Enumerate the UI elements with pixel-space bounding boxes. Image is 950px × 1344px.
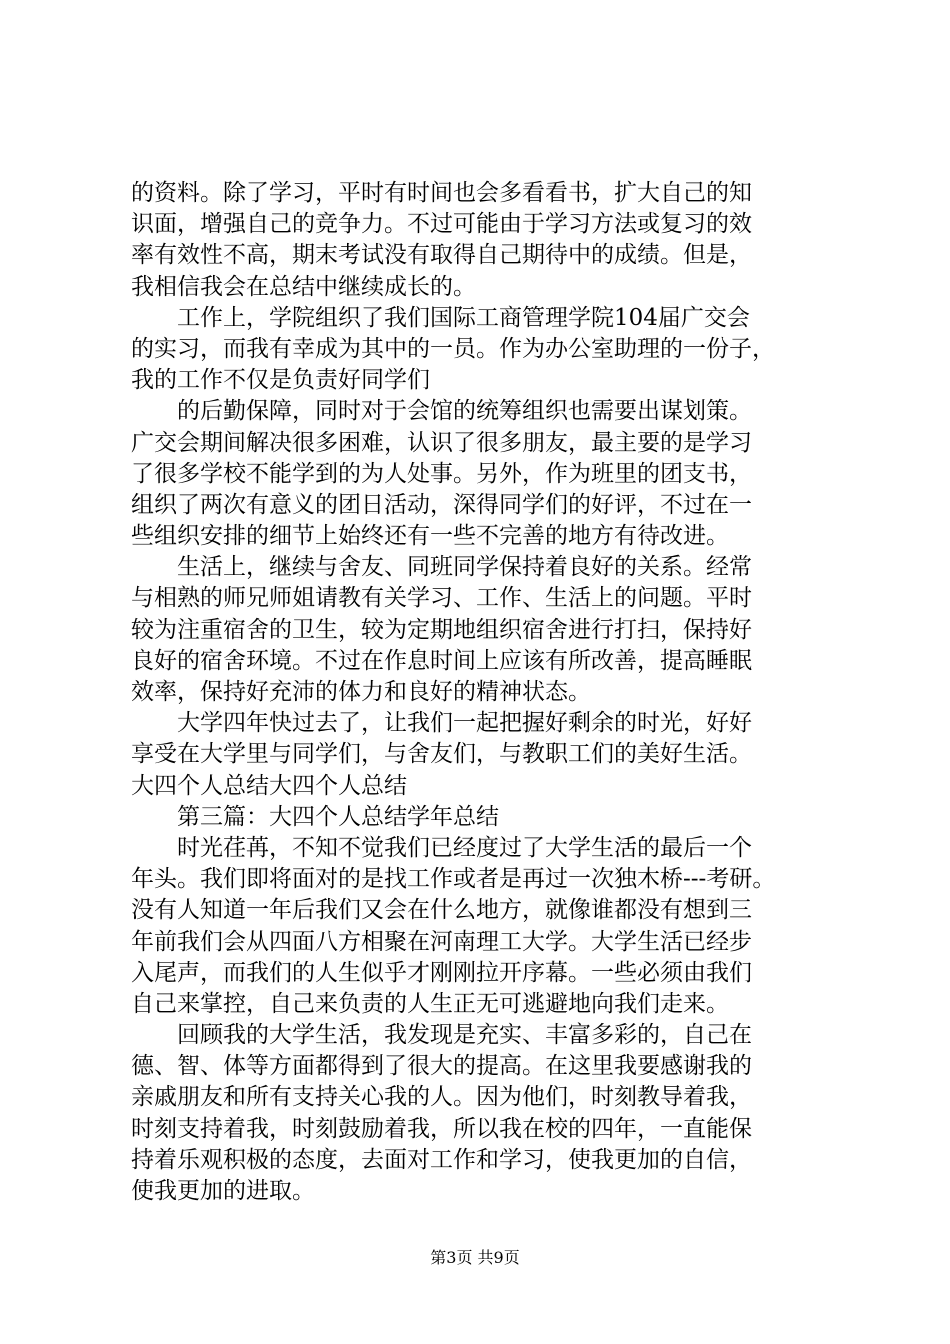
- text-line: 第三篇：大四个人总结学年总结: [177, 803, 499, 830]
- text-line: 了很多学校不能学到的为人处事。另外，作为班里的团支书，: [131, 460, 752, 487]
- text-line: 入尾声，而我们的人生似乎才刚刚拉开序幕。一些必须由我们: [131, 959, 752, 986]
- text-line: 与相熟的师兄师姐请教有关学习、工作、生活上的问题。平时: [131, 585, 752, 612]
- text-line: 回顾我的大学生活，我发现是充实、丰富多彩的，自己在: [177, 1022, 752, 1049]
- page-footer: [0, 1248, 950, 1268]
- text-line: 享受在大学里与同学们，与舍友们，与教职工们的美好生活。: [131, 741, 752, 768]
- text-line: 些组织安排的细节上始终还有一些不完善的地方有待改进。: [131, 523, 729, 550]
- text-line: 我的工作不仅是负责好同学们: [131, 367, 430, 394]
- text-line: 自己来掌控，自己来负责的人生正无可逃避地向我们走来。: [131, 990, 729, 1017]
- text-line: 工作上，学院组织了我们国际工商管理学院104届广交会: [177, 304, 750, 331]
- text-line: 亲戚朋友和所有支持关心我的人。因为他们，时刻教导着我，: [131, 1084, 752, 1111]
- text-line: 时刻支持着我，时刻鼓励着我，所以我在校的四年，一直能保: [131, 1115, 752, 1142]
- text-line: 年头。我们即将面对的是找工作或者是再过一次独木桥---考研。: [131, 866, 776, 893]
- text-line: 我相信我会在总结中继续成长的。: [131, 273, 476, 300]
- text-line: 年前我们会从四面八方相聚在河南理工大学。大学生活已经步: [131, 928, 752, 955]
- text-line: 率有效性不高，期末考试没有取得自己期待中的成绩。但是，: [131, 242, 752, 269]
- text-line: 的资料。除了学习，平时有时间也会多看看书，扩大自己的知: [131, 180, 752, 206]
- text-line: 识面，增强自己的竞争力。不过可能由于学习方法或复习的效: [131, 211, 752, 238]
- page-number-label: 第3页 共9页: [430, 1248, 520, 1267]
- text-line: 的实习，而我有幸成为其中的一员。作为办公室助理的一份子，: [131, 335, 775, 362]
- text-line: 较为注重宿舍的卫生，较为定期地组织宿舍进行打扫，保持好: [131, 616, 752, 643]
- text-line: 生活上，继续与舍友、同班同学保持着良好的关系。经常: [177, 554, 752, 581]
- text-line: 组织了两次有意义的团日活动，深得同学们的好评，不过在一: [131, 491, 752, 518]
- text-line: 持着乐观积极的态度，去面对工作和学习，使我更加的自信，: [131, 1146, 752, 1173]
- text-line: 没有人知道一年后我们又会在什么地方，就像谁都没有想到三: [131, 897, 752, 924]
- text-line: 良好的宿舍环境。不过在作息时间上应该有所改善，提高睡眠: [131, 647, 752, 674]
- text-line: 效率，保持好充沛的体力和良好的精神状态。: [131, 679, 591, 705]
- text-line: 的后勤保障，同时对于会馆的统筹组织也需要出谋划策。: [177, 398, 752, 425]
- text-line: 大四个人总结大四个人总结: [131, 772, 407, 799]
- text-line: 使我更加的进取。: [131, 1178, 315, 1204]
- text-line: 时光荏苒，不知不觉我们已经度过了大学生活的最后一个: [177, 834, 752, 861]
- text-line: 广交会期间解决很多困难，认识了很多朋友，最主要的是学习: [131, 429, 752, 456]
- text-line: 大学四年快过去了，让我们一起把握好剩余的时光，好好: [177, 710, 752, 737]
- text-line: 德、智、体等方面都得到了很大的提高。在这里我要感谢我的: [131, 1053, 752, 1080]
- document-body: [131, 178, 831, 1207]
